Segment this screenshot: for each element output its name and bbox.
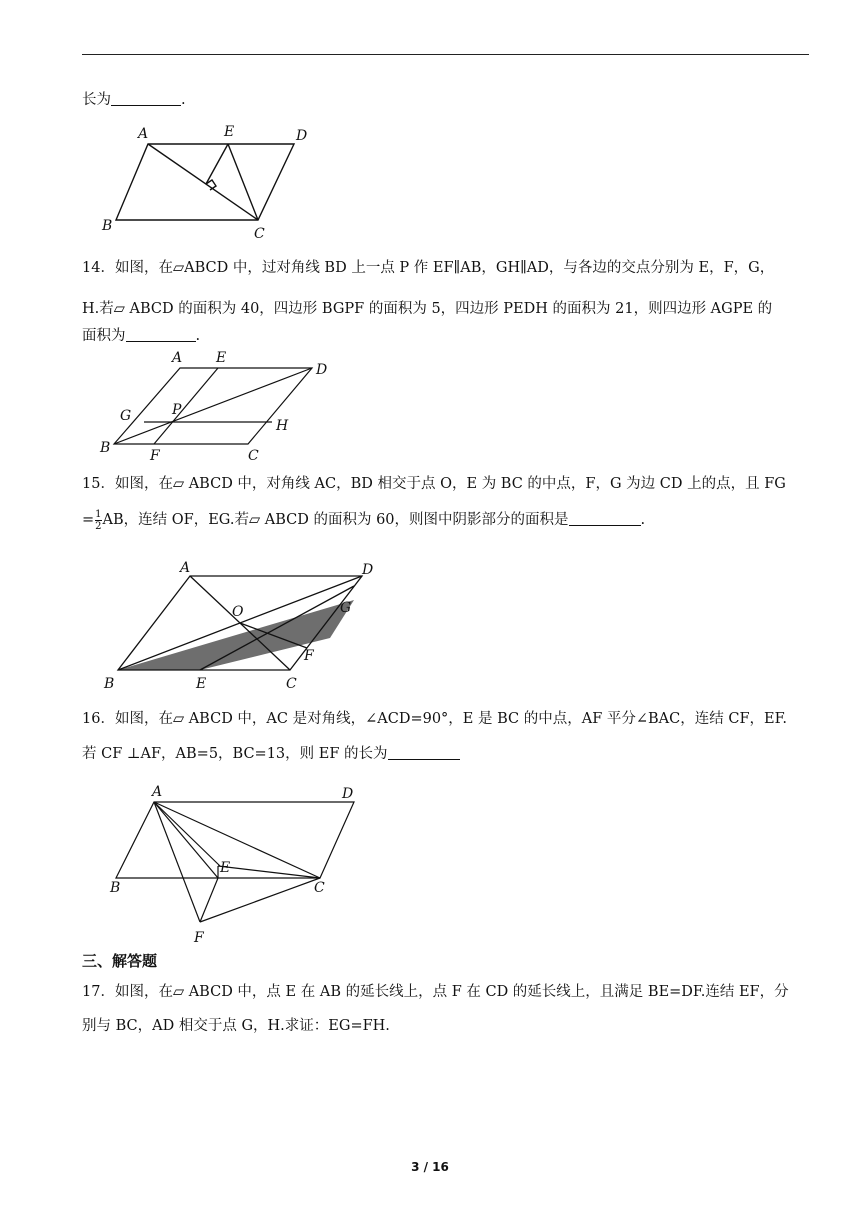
q14-line2: H.若▱ ABCD 的面积为 40，四边形 BGPF 的面积为 5，四边形 PEDH 的面积为 21，则四边形 AGPE 的 [82, 301, 773, 317]
figure-13 [98, 122, 328, 242]
q13-end: . [181, 92, 186, 108]
label-a: A [172, 350, 183, 366]
diagonal-ac [148, 144, 258, 220]
q14-answer-blank[interactable] [126, 325, 196, 342]
q15-answer-blank[interactable] [569, 509, 641, 526]
segment-cf [200, 878, 320, 922]
fraction-one-half [95, 509, 101, 532]
label-c: C [286, 676, 297, 692]
figure-15 [100, 558, 380, 694]
q13-tail-text: 长为 [82, 92, 111, 108]
q15-line1: 15．如图，在▱ ABCD 中，对角线 AC，BD 相交于点 O，E 为 BC 的中点，F，G 为边 CD 上的点，且 FG [82, 476, 786, 492]
q16-line1: 16．如图，在▱ ABCD 中，AC 是对角线，∠ACD=90°，E 是 BC 的中点，AF 平分∠BAC，连结 CF，EF. [82, 711, 788, 727]
segment-ef [200, 878, 218, 922]
frac-denominator: 2 [95, 520, 102, 532]
label-p: P [172, 402, 182, 418]
label-d: D [316, 362, 328, 378]
q14-line1: 14．如图，在▱ABCD 中，过对角线 BD 上一点 P 作 EF∥AB，GH∥AD，与各边的交点分别为 E，F，G， [82, 260, 775, 276]
q16-line2 [82, 740, 460, 768]
q14-line3 [82, 322, 200, 350]
parallelogram-abcd [116, 802, 354, 878]
label-f: F [150, 448, 160, 464]
q15-line2 [82, 506, 645, 534]
perpendicular-segment [206, 144, 228, 184]
label-g: G [120, 408, 132, 424]
label-e: E [216, 350, 227, 366]
parallelogram-abcd [116, 144, 294, 220]
frac-numerator: 1 [95, 508, 102, 520]
label-e: E [220, 860, 231, 876]
q16-answer-blank[interactable] [388, 743, 460, 760]
q13-answer-blank[interactable] [111, 89, 181, 106]
section-title: 三、解答题 [82, 952, 158, 970]
q15-line2-text: AB，连结 OF，EG.若▱ ABCD 的面积为 60，则图中阴影部分的面积是 [102, 512, 569, 528]
label-f: F [194, 930, 204, 946]
label-f: F [304, 648, 314, 664]
q14-end: . [195, 328, 201, 344]
q15-end: . [640, 512, 646, 528]
label-h: H [276, 418, 289, 434]
q15-equals: = [82, 512, 95, 528]
segment-inner-c [218, 866, 320, 878]
segment-a-inner [154, 802, 220, 866]
label-c: C [254, 226, 265, 242]
label-e: E [224, 124, 235, 140]
label-d: D [362, 562, 374, 578]
figure-14 [96, 348, 336, 466]
label-b: B [104, 676, 115, 692]
label-a: A [180, 560, 191, 576]
label-d: D [342, 786, 354, 802]
label-b: B [102, 218, 113, 234]
label-b: B [100, 440, 111, 456]
label-d: D [296, 128, 308, 144]
q13-tail [82, 86, 186, 114]
label-a: A [152, 784, 163, 800]
figure-16 [102, 780, 372, 950]
segment-ef [154, 368, 218, 444]
segment-ae [154, 802, 218, 878]
label-e: E [196, 676, 207, 692]
page-number: 3 / 16 [411, 1160, 449, 1174]
label-c: C [314, 880, 325, 896]
segment-ec [228, 144, 258, 220]
q17-line1: 17．如图，在▱ ABCD 中，点 E 在 AB 的延长线上，点 F 在 CD 的延长线上，且满足 BE=DF.连结 EF，分 [82, 984, 789, 1000]
q16-line2-text: 若 CF ⊥AF，AB=5，BC=13，则 EF 的长为 [82, 746, 388, 762]
label-o: O [232, 604, 244, 620]
label-c: C [248, 448, 259, 464]
label-a: A [138, 126, 149, 142]
label-b: B [110, 880, 121, 896]
label-g: G [340, 600, 352, 616]
q17-line2: 别与 BC，AD 相交于点 G，H.求证：EG=FH. [82, 1018, 390, 1034]
header-rule [82, 54, 809, 55]
q14-line3-text: 面积为 [82, 328, 126, 344]
